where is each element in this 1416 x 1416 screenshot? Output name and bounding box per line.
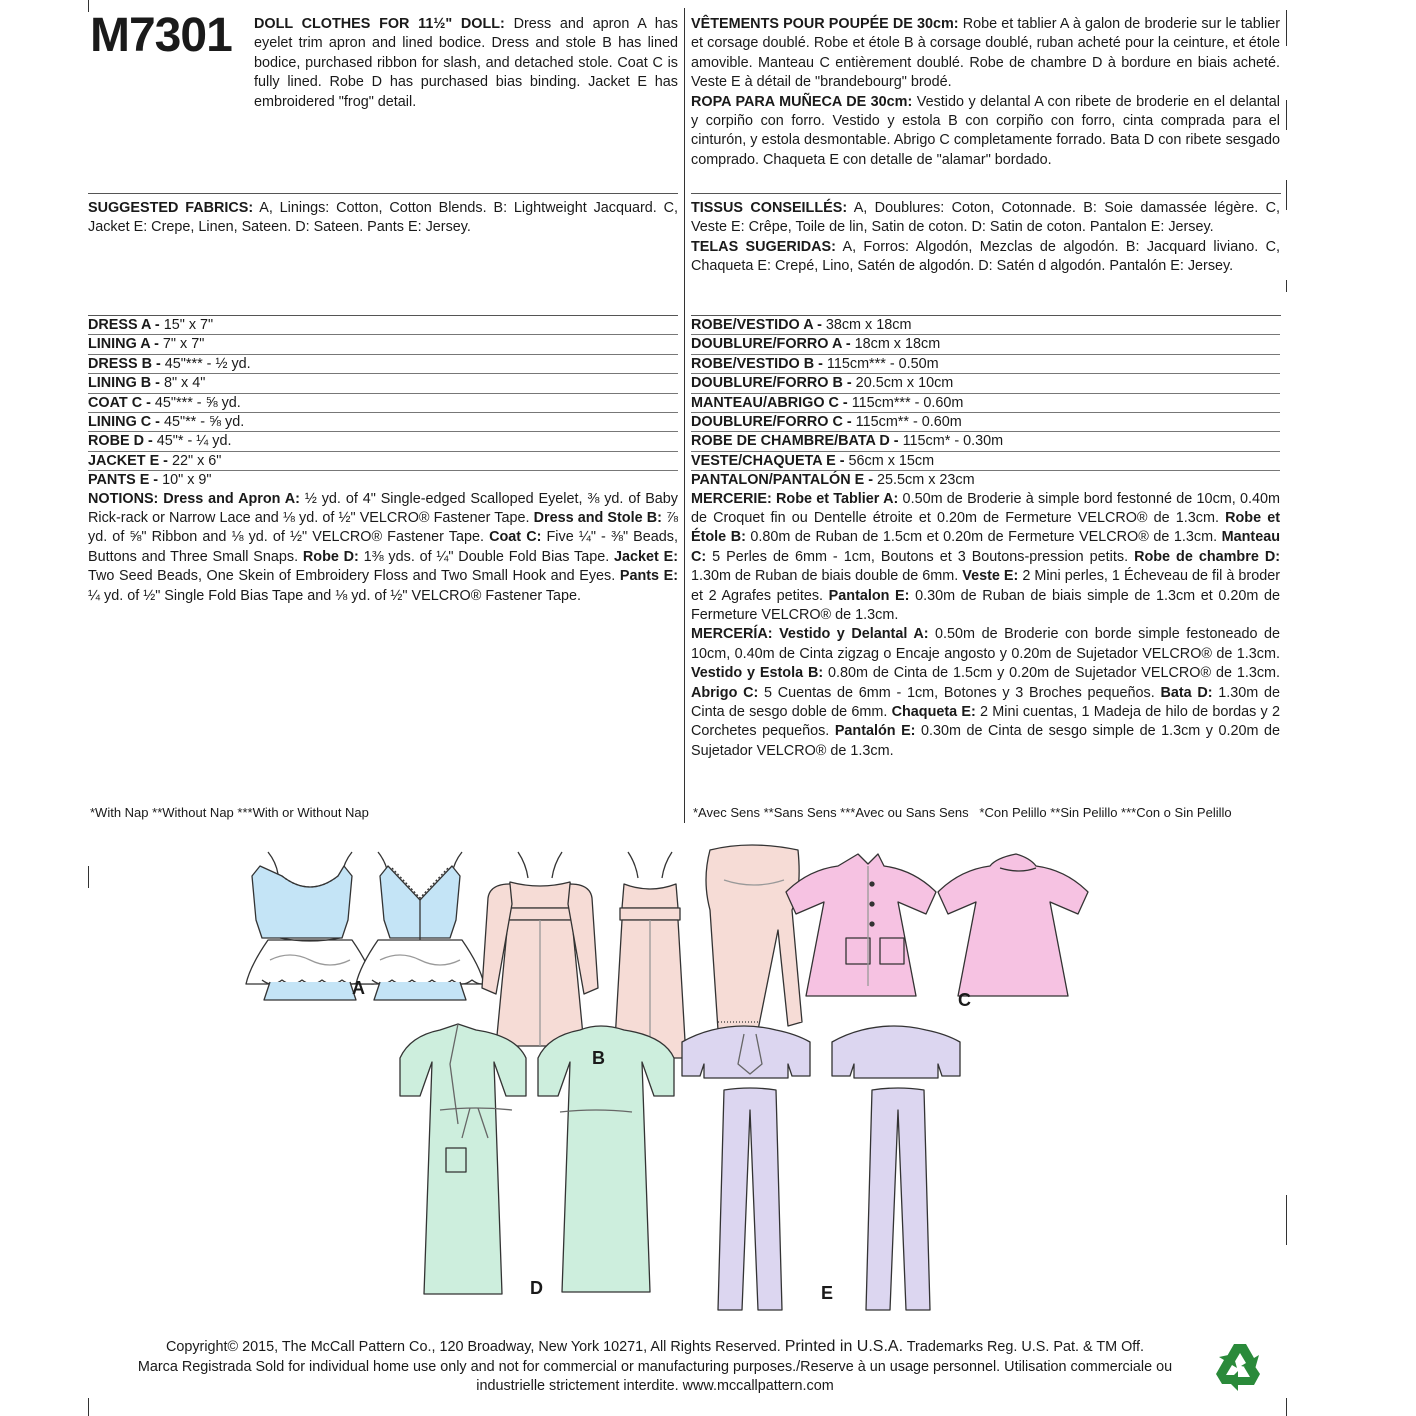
view-a-back (356, 852, 492, 1000)
intro-spanish-text: Vestido y delantal A con ribete de broderie en el delantal y corpiño con forro. Vestido y estola B con corpiño con forro, cinta comprada para el cinturón, y estola desmontable. Abrigo C completamente forrado. Bata D con ribete sesgado comprado. Chaqueta E con detalle de "alamar" bordado. (691, 93, 1280, 168)
yardage-metric (691, 316, 1280, 761)
view-c-back (938, 854, 1088, 996)
intro-french-spanish (691, 15, 1280, 170)
recycle-icon (1212, 1338, 1268, 1394)
rule (88, 193, 678, 194)
crop-mark (1286, 180, 1287, 210)
garment-illustrations (0, 830, 1416, 1330)
crop-mark (1286, 100, 1287, 130)
notions-spanish: MERCERÍA: Vestido y Delantal A: 0.50m de Broderie con borde simple festoneado de 10cm, 0.40m de Cinta zigzag o Encaje angosto y 0.20m de Sujetador VELCRO® de 1.3cm. Vestido y Estola B: 0.80m de Cinta de 1.5cm y 0.20m de Sujetador VELCRO® de 1.3cm. Abrigo C: 5 Cuentas de 6mm - 1cm, Botones y 3 Broches pequeños. Bata D: 1.30m de Cinta de sesgo doble de 6mm. Chaqueta E: 2 Mini cuentas, 1 Madeja de hilo de bordas y 2 Corchetes pequeños. Pantalón E: 0.30m de Cinta de sesgo simple de 1.3cm y 0.20m de Sujetador VELCRO® de 1.3cm. (691, 626, 1281, 759)
yardage-row: LINING B - 8" x 4" (88, 374, 678, 393)
crop-mark (1286, 280, 1287, 292)
view-c-front (786, 854, 936, 996)
yardage-row: ROBE D - 45"* - ¼ yd. (88, 432, 678, 451)
view-label-e: E (821, 1283, 834, 1303)
view-b-front (482, 852, 598, 1046)
view-d-front (400, 1024, 526, 1294)
column-divider (684, 8, 685, 823)
view-label-d: D (530, 1278, 543, 1298)
view-b-stole (706, 845, 802, 1030)
fabrics-french-text: A, Doublures: Coton, Cotonnade. B: Soie damassée légère. C, Veste E: Crêpe, Toile de lin, Satin de coton. D: Satin de coton. Pantalon E: Jersey. (691, 200, 1280, 236)
crop-mark (1286, 1398, 1287, 1416)
copyright-text: Copyright© 2015, The McCall Pattern Co., 120 Broadway, New York 10271, All Rights Reserved. (165, 1339, 781, 1355)
notions-english: NOTIONS: Dress and Apron A: ½ yd. of 4" Single-edged Scalloped Eyelet, ⅜ yd. of Baby Rick-rack or Narrow Lace and ⅛ yd. of ½" VELCRO® Fastener Tape. Dress and Stole B: ⅞ yd. of ⅝" Ribbon and ⅛ yd. of ½" VELCRO® Fastener Tape. Coat C: Five ¼" - ⅜" Beads, Buttons and Three Small Snaps. Robe D: 1⅜ yds. of ¼" Double Fold Bias Tape. Jacket E: Two Seed Beads, One Skein of Embroidery Floss and Two Small Hook and Eyes. Pants E: ¼ yd. of ½" Single Fold Bias Tape and ⅛ yd. of ½" VELCRO® Fastener Tape. (88, 490, 679, 604)
footnote-french-spanish: *Avec Sens **Sans Sens ***Avec ou Sans Sens *Con Pelillo **Sin Pelillo ***Con o Sin Pelillo (693, 805, 1232, 820)
fabrics-spanish-label: TELAS SUGERIDAS: (691, 238, 836, 255)
yardage-english (88, 316, 678, 606)
yardage-row: LINING A - 7" x 7" (88, 335, 678, 354)
view-label-a: A (352, 978, 365, 998)
fabrics-french-label: TISSUS CONSEILLÉS: (691, 200, 848, 216)
view-e-back (832, 1026, 960, 1310)
yardage-row: DOUBLURE/FORRO B - 20.5cm x 10cm (691, 374, 1280, 393)
notions-french: MERCERIE: Robe et Tablier A: 0.50m de Broderie à simple bord festonné de 10cm, 0.40m de Croquet fin ou Dentelle étroite et 0.20m de Fermeture VELCRO® de 1.3cm. Robe et Étole B: 0.80m de Ruban de 1.5cm et 0.20m de Fermeture VELCRO® de 1.3cm. Manteau C: 5 Perles de 6mm - 1cm, Boutons et 3 Boutons-pression petits. Robe de chambre D: 1.30m de Ruban de biais double de 6mm. Veste E: 2 Mini perles, 1 Écheveau de fil à broder et 2 Agrafes petites. Pantalon E: 0.30m de Ruban de biais simple de 1.3cm et 0.20m de Fermeture VELCRO® de 1.3cm. (691, 490, 1281, 623)
yardage-row: DOUBLURE/FORRO C - 115cm** - 0.60m (691, 413, 1280, 432)
fabrics-spanish-text: A, Forros: Algodón, Mezclas de algodón. B: Jacquard liviano. C, Chaqueta E: Crepé, Lino, Satén de algodón. D: Satén d algodón. Pantalón E: Jersey. (691, 238, 1280, 275)
rule (691, 193, 1281, 194)
website-line: industrielle strictement interdite. www.mccallpattern.com (476, 1378, 834, 1395)
intro-english (254, 15, 678, 112)
yardage-row: COAT C - 45"*** - ⅝ yd. (88, 394, 678, 413)
fabrics-french-spanish (691, 199, 1280, 277)
yardage-row: ROBE DE CHAMBRE/BATA D - 115cm* - 0.30m (691, 432, 1280, 451)
view-e-front (682, 1026, 810, 1310)
intro-english-text: Dress and apron A has eyelet trim apron and lined bodice. Dress and stole B has lined bodice, purchased ribbon for slash, and detached stole. Coat C is fully lined. Robe D has purchased bias binding. Jacket E has embroidered "frog" detail. (254, 16, 678, 110)
fabrics-label: SUGGESTED FABRICS: (88, 200, 254, 216)
usage-notice: Marca Registrada Sold for individual home use only and not for commercial or manufacturing purposes./Reserve à un usage personnel. Utilisation commerciale ou (137, 1358, 1173, 1375)
pattern-number: M7301 (90, 9, 232, 62)
yardage-row: DRESS B - 45"*** - ½ yd. (88, 355, 678, 374)
view-label-c: C (958, 990, 971, 1010)
yardage-row: ROBE/VESTIDO A - 38cm x 18cm (691, 316, 1280, 335)
yardage-row: DOUBLURE/FORRO A - 18cm x 18cm (691, 335, 1280, 354)
view-d-back (538, 1026, 674, 1292)
crop-mark (88, 1398, 89, 1416)
crop-mark (88, 0, 89, 12)
intro-french-title: VÊTEMENTS POUR POUPÉE DE 30cm: (691, 16, 959, 32)
yardage-row: PANTALON/PANTALÓN E - 25.5cm x 23cm (691, 472, 975, 489)
suggested-fabrics (88, 199, 678, 238)
copyright-block (100, 1337, 1210, 1397)
intro-french-text: Robe et tablier A à galon de broderie sur le tablier et corsage doublé. Robe et étole B à corsage doublé, ruban acheté pour la ceinture, et étole amovible. Manteau C entièrement doublé. Robe de chambre D à bordure en biais acheté. Veste E à détail de "brandebourg" brodé. (691, 16, 1281, 91)
view-b-back (614, 852, 686, 1058)
trademark-text: Trademarks Reg. U.S. Pat. & TM Off. (906, 1339, 1145, 1355)
yardage-row: DRESS A - 15" x 7" (88, 316, 678, 335)
yardage-row: MANTEAU/ABRIGO C - 115cm*** - 0.60m (691, 394, 1280, 413)
yardage-row: LINING C - 45"** - ⅝ yd. (88, 413, 678, 432)
yardage-row: PANTS E - 10" x 9" (88, 472, 212, 489)
view-label-b: B (592, 1048, 605, 1068)
yardage-row: JACKET E - 22" x 6" (88, 452, 678, 471)
intro-english-title: DOLL CLOTHES FOR 11½" DOLL: (254, 16, 505, 32)
yardage-row: ROBE/VESTIDO B - 115cm*** - 0.50m (691, 355, 1280, 374)
yardage-row: VESTE/CHAQUETA E - 56cm x 15cm (691, 452, 1280, 471)
fabrics-text: A, Linings: Cotton, Cotton Blends. B: Lightweight Jacquard. C, Jacket E: Crepe, Linen, Sateen. D: Sateen. Pants E: Jersey. (88, 200, 679, 236)
crop-mark (1286, 10, 1287, 46)
printed-in: Printed in U.S.A. (784, 1338, 904, 1355)
footnote-english: *With Nap **Without Nap ***With or Without Nap (90, 805, 369, 820)
intro-spanish-title: ROPA PARA MUÑECA DE 30cm: (691, 93, 913, 110)
